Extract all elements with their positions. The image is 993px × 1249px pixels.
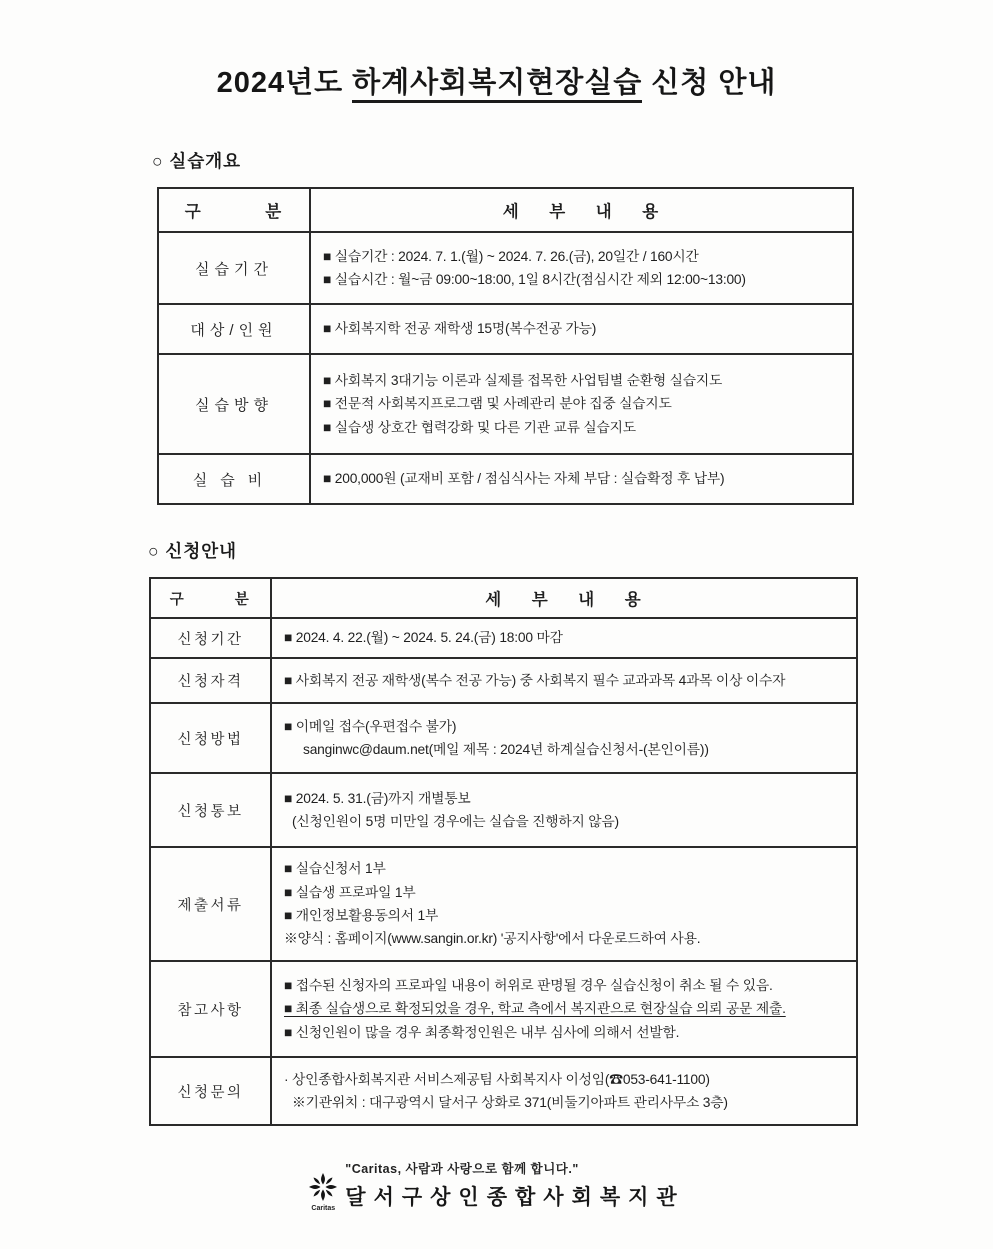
row-label: 신청자격 (150, 658, 271, 703)
row-content (310, 354, 853, 454)
row-label: 참고사항 (150, 961, 271, 1057)
header-col2: 세 부 내 용 (310, 188, 853, 232)
row-content (271, 618, 857, 658)
row-label: 대상/인원 (158, 304, 310, 354)
content-line: ■ 실습시간 : 월~금 09:00~18:00, 1일 8시간(점심시간 제외 12:00~13:00) (323, 272, 746, 287)
content-line: ■ 이메일 접수(우편접수 불가) (284, 718, 457, 734)
row-label: 신청방법 (150, 703, 271, 773)
header-col1: 구 분 (158, 188, 310, 232)
content-line: ■ 실습생 프로파일 1부 (284, 884, 416, 900)
table-row (158, 232, 853, 304)
content-line: ■ 실습기간 : 2024. 7. 1.(월) ~ 2024. 7. 26.(금), 20일간 / 160시간 (323, 248, 699, 264)
page-title (0, 0, 993, 101)
table-header-row (150, 578, 857, 618)
footer-text (345, 1159, 684, 1211)
row-label: 제출서류 (150, 847, 271, 961)
row-content (271, 847, 857, 961)
table-row (150, 1057, 857, 1125)
header-col2: 세 부 내 용 (271, 578, 857, 618)
content-line: ■ 200,000원 (교재비 포함 / 점심식사는 자체 부담 : 실습확정 후 납부) (323, 471, 725, 487)
table-row (158, 354, 853, 454)
row-content (310, 454, 853, 504)
table-row (158, 454, 853, 504)
row-content (310, 232, 853, 304)
row-label: 신청문의 (150, 1057, 271, 1125)
section-heading-application: ○ 신청안내 (148, 541, 238, 561)
table-row (150, 658, 857, 703)
content-line: ■ 신청인원이 많을 경우 최종확정인원은 내부 심사에 의해서 선발함. (284, 1024, 680, 1040)
content-line: sanginwc@daum.net(메일 제목 : 2024년 하계실습신청서-(본인이름)) (303, 742, 709, 757)
row-content (271, 773, 857, 847)
header-col1: 구 분 (150, 578, 271, 618)
content-line: ※기관위치 : 대구광역시 달서구 상화로 371(비둘기아파트 관리사무소 3층) (292, 1095, 728, 1110)
row-content (271, 703, 857, 773)
footer-org-name: 달서구상인종합사회복지관 (345, 1186, 685, 1209)
section-heading-overview: ○ 실습개요 (152, 151, 242, 171)
caritas-cross-icon (308, 1172, 338, 1202)
overview-table (157, 187, 854, 505)
row-content (310, 304, 853, 354)
content-line: ■ 2024. 4. 22.(월) ~ 2024. 5. 24.(금) 18:00 마감 (284, 630, 563, 646)
content-line: ■ 전문적 사회복지프로그램 및 사례관리 분야 집중 실습지도 (323, 396, 672, 412)
content-line: ■ 실습생 상호간 협력강화 및 다른 기관 교류 실습지도 (323, 419, 636, 435)
content-line: ■ 개인정보활용동의서 1부 (284, 908, 439, 923)
content-line: ■ 사회복지 전공 재학생(복수 전공 가능) 중 사회복지 필수 교과과목 4과목 이상 이수자 (284, 672, 786, 688)
content-line: ■ 2024. 5. 31.(금)까지 개별통보 (284, 790, 471, 806)
footer-slogan: "Caritas, 사람과 사랑으로 함께 합니다." (345, 1162, 579, 1176)
content-line: ■ 사회복지 3대기능 이론과 실제를 접목한 사업팀별 순환형 실습지도 (323, 372, 723, 388)
table-row (158, 304, 853, 354)
content-line: (신청인원이 5명 미만일 경우에는 실습을 진행하지 않음) (292, 814, 619, 829)
footer (0, 1159, 993, 1212)
row-label: 실습기간 (158, 232, 310, 304)
row-content (271, 658, 857, 703)
content-line: ※양식 : 홈페이지(www.sangin.or.kr) '공지사항'에서 다운로드하여 사용. (284, 931, 701, 947)
table-row (150, 703, 857, 773)
logo-box (308, 1159, 338, 1212)
content-line: ■ 사회복지학 전공 재학생 15명(복수전공 가능) (323, 321, 597, 337)
content-line: ■ 접수된 신청자의 프로파일 내용이 허위로 판명될 경우 실습신청이 취소 될 수 있음. (284, 977, 773, 993)
row-content (271, 1057, 857, 1125)
content-line: ■ 실습신청서 1부 (284, 861, 386, 877)
row-label: 실습방향 (158, 354, 310, 454)
table-header-row (158, 188, 853, 232)
table-row (150, 773, 857, 847)
table-row (150, 618, 857, 658)
content-line: ■ 최종 실습생으로 확정되었을 경우, 학교 측에서 복지관으로 현장실습 의뢰 공문 제출. (284, 1001, 786, 1017)
content-line: · 상인종합사회복지관 서비스제공팀 사회복지사 이성임(☎053-641-1100) (284, 1071, 710, 1087)
title-year: 2024년도 (216, 67, 344, 99)
table-row (150, 961, 857, 1057)
row-label: 신청통보 (150, 773, 271, 847)
title-underlined: 하계사회복지현장실습 (352, 67, 642, 103)
table-row (150, 847, 857, 961)
logo-caption: Caritas (311, 1205, 336, 1212)
application-table (149, 577, 858, 1126)
title-suffix: 신청 안내 (651, 67, 777, 99)
row-content (271, 961, 857, 1057)
row-label: 신청기간 (150, 618, 271, 658)
row-label: 실습비 (158, 454, 310, 504)
